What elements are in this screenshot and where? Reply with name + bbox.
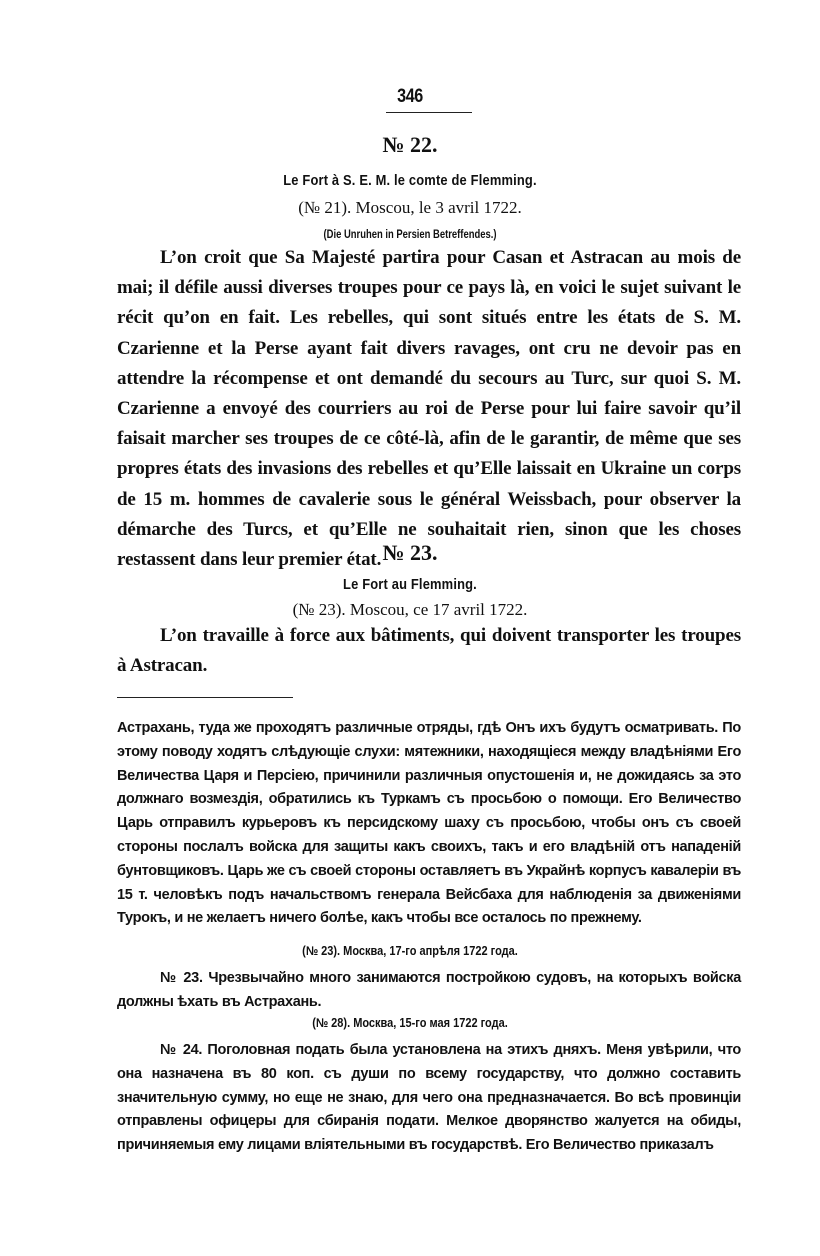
letter-number-23: № 23.: [382, 540, 438, 565]
page-number-rule: [386, 112, 472, 113]
letter-body-23: [117, 621, 741, 681]
footnote-paragraph-1: Астрахань, туда же проходятъ различные отряды, гдѣ Онъ ихъ будутъ осматривать. По этому поводу ходятъ слѣдующіе слухи: мятежники, находящіеся между владѣніями Его Величества Царя и Персіею, причинили различныя опустошенія и, не дожидаясь за это должнаго возмездія, обратились къ Туркамъ съ просьбою о помощи. Его Величество Царь отправилъ курьеровъ къ персидскому шаху съ просьбою, чтобы онъ съ своей стороны послалъ войска для защиты какъ своихъ, такъ и его владѣній отъ нападеній бунтовщиковъ. Царь же съ своей стороны оставляетъ въ Украйнѣ корпусъ кавалеріи въ 15 т. человѣкъ подъ начальствомъ генерала Вейсбаха для наблюденія за движеніями Турокъ, и не желаетъ ничего болѣе, какъ чтобы все осталось по прежнему.: [117, 720, 741, 927]
letter-subtitle-22: (Die Unruhen in Persien Betreffendes.): [323, 229, 497, 241]
footnote-dateline-2: (№ 28). Москва, 15-го мая 1722 года.: [312, 1016, 508, 1030]
letter-text-22: L’on croit que Sa Majesté partira pour Casan et Astracan au mois de mai; il défile aussi diverses troupes pour ce pays là, en voici le sujet suivant le récit qu’on en fait. Les rebelles, qui sont situés entre les états de S. M. Czarienne et la Perse ayant fait divers ravages, ont cru ne devoir pas en attendre la récompense et ont demandé du secours au Turc, sur quoi S. M. Czarienne a envoyé des courriers au roi de Perse pour lui faire savoir qu’il faisait marcher ses troupes de ce côté-là, afin de le garantir, de même que ses propres états des invasions des rebelles et qu’Elle laissait en Ukraine un corps de 15 m. hommes de cavalerie sous le général Weissbach, pour observer la démarche des Turcs, et qu’Elle ne souhaitait rien, sinon que les choses restassent dans leur premier état.: [117, 247, 741, 571]
letter-text-23: L’on travaille à force aux bâtiments, qui doivent transporter les troupes à Astracan.: [117, 625, 741, 677]
letter-dateline-23: (№ 23). Moscou, ce 17 avril 1722.: [292, 600, 528, 619]
footnote-paragraph-2: [117, 967, 741, 1015]
letter-number-22: № 22.: [382, 132, 438, 157]
letter-heading-23: Le Fort au Flemming.: [343, 576, 477, 593]
letter-dateline-22: (№ 21). Moscou, le 3 avril 1722.: [298, 198, 522, 217]
letter-heading-22: Le Fort à S. E. M. le comte de Flemming.: [283, 172, 537, 189]
page-number: 346: [397, 86, 423, 107]
footnote-paragraph-3: [117, 1039, 741, 1158]
footnote-separator: [117, 697, 293, 698]
letter-body-22: [117, 243, 741, 575]
footnote-dateline-1: (№ 23). Москва, 17-го апрѣля 1722 года.: [302, 944, 518, 958]
footnote-text-3: № 24. Поголовная подать была установлена на этихъ дняхъ. Меня увѣрили, что она назначена въ 80 коп. съ души по всему государству, что должно составить значительную сумму, но еще не знаю, для чего она предназначается. Во всѣ провинціи отправлены офицеры для сбиранія подати. Мелкое дворянство жалуется на обиды, причиняемыя ему лицами вліятельными въ государствѣ. Его Величество приказалъ: [117, 1042, 741, 1154]
footnote-text-2: № 23. Чрезвычайно много занимаются постройкою судовъ, на которыхъ войска должны ѣхать въ Астрахань.: [117, 970, 741, 1010]
